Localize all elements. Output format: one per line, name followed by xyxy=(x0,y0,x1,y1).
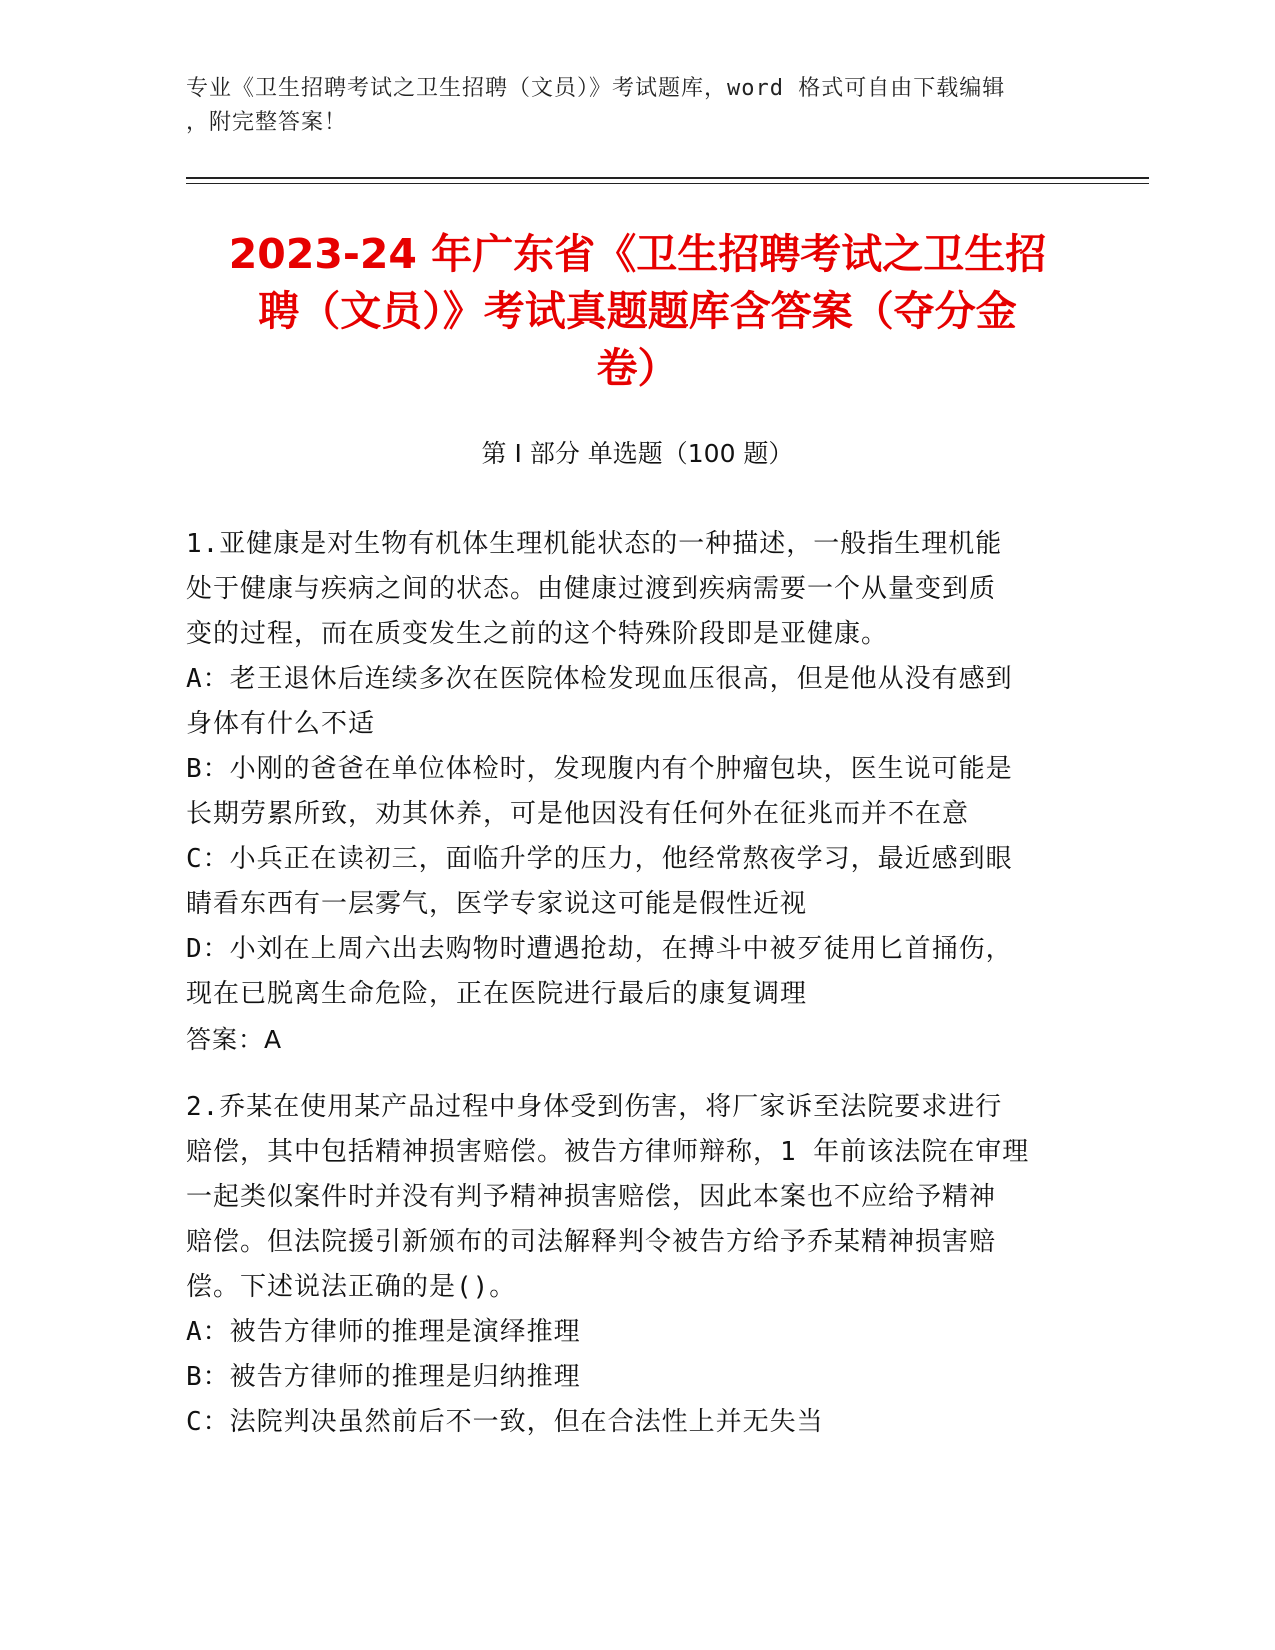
page-title xyxy=(170,226,1105,397)
header-divider-thin xyxy=(186,183,1149,184)
question-stem-line: 赔偿。但法院援引新颁布的司法解释判令被告方给予乔某精神损害赔 xyxy=(186,1227,997,1257)
page-title-line: 2023-24 年广东省《卫生招聘考试之卫生招 xyxy=(228,230,1047,278)
option-b-line: 长期劳累所致，劝其休养，可是他因没有任何外在征兆而并不在意 xyxy=(186,799,970,829)
question-stem-line: 一起类似案件时并没有判予精神损害赔偿，因此本案也不应给予精神 xyxy=(186,1182,997,1212)
question-stem-line: 赔偿，其中包括精神损害赔偿。被告方律师辩称，1 年前该法院在审理 xyxy=(186,1137,1030,1167)
option-a-line: A：老王退休后连续多次在医院体检发现血压很高，但是他从没有感到 xyxy=(186,664,1013,694)
option-c-line: 睛看东西有一层雾气，医学专家说这可能是假性近视 xyxy=(186,889,808,919)
header-note-line: ，附完整答案！ xyxy=(186,110,348,135)
question-stem-line: 变的过程，而在质变发生之前的这个特殊阶段即是亚健康。 xyxy=(186,619,889,649)
question-stem-line: 处于健康与疾病之间的状态。由健康过渡到疾病需要一个从量变到质 xyxy=(186,574,997,604)
option-b-line: B：被告方律师的推理是归纳推理 xyxy=(186,1362,581,1392)
option-b-line: B：小刚的爸爸在单位体检时，发现腹内有个肿瘤包块，医生说可能是 xyxy=(186,754,1013,784)
header-note xyxy=(186,72,1066,140)
page-title-line: 聘（文员）》考试真题题库含答案（夺分金 xyxy=(258,287,1017,335)
question-stem-line: 偿。下述说法正确的是()。 xyxy=(186,1272,517,1302)
option-c-line: C：小兵正在读初三，面临升学的压力，他经常熬夜学习，最近感到眼 xyxy=(186,844,1013,874)
option-a-line: A：被告方律师的推理是演绎推理 xyxy=(186,1317,581,1347)
question-item xyxy=(186,1085,1076,1445)
answer-label: 答案：A xyxy=(186,1025,283,1054)
option-d-line: D：小刘在上周六出去购物时遭遇抢劫，在搏斗中被歹徒用匕首捅伤， xyxy=(186,934,1013,964)
header-divider xyxy=(186,177,1149,179)
header-note-line: 专业《卫生招聘考试之卫生招聘（文员）》考试题库，word 格式可自由下载编辑 xyxy=(186,76,1006,101)
section-heading: 第 I 部分 单选题（100 题） xyxy=(481,439,794,468)
question-stem-line: 1.亚健康是对生物有机体生理机能状态的一种描述，一般指生理机能 xyxy=(186,529,1003,559)
question-item xyxy=(186,522,1076,1062)
question-stem-line: 2.乔某在使用某产品过程中身体受到伤害，将厂家诉至法院要求进行 xyxy=(186,1092,1003,1122)
option-c-line: C：法院判决虽然前后不一致，但在合法性上并无失当 xyxy=(186,1407,824,1437)
option-d-line: 现在已脱离生命危险，正在医院进行最后的康复调理 xyxy=(186,979,808,1009)
option-a-line: 身体有什么不适 xyxy=(186,709,376,739)
page-title-line: 卷） xyxy=(596,344,679,392)
